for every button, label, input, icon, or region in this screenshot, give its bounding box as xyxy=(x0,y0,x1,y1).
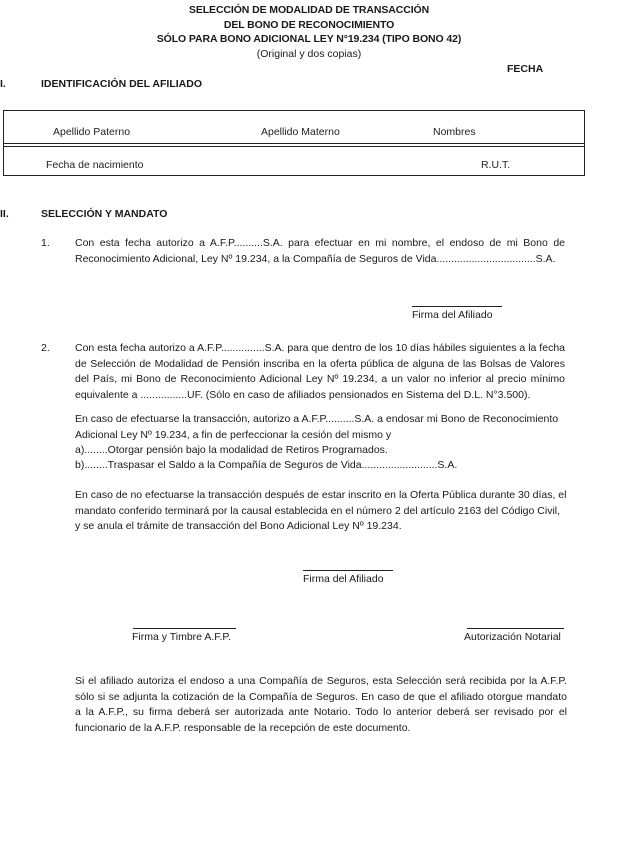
rut-field[interactable]: R.U.T. xyxy=(481,159,511,171)
option-a-retiros-programados: a)........Otorgar pensión bajo la modalidad de Retiros Programados. xyxy=(75,444,388,456)
affiliate-signature-label-2: Firma del Afiliado xyxy=(303,573,384,585)
title-line-2: DEL BONO DE RECONOCIMIENTO xyxy=(223,18,395,31)
section-2-number: II. xyxy=(0,208,9,220)
copies-subtitle: (Original y dos copias) xyxy=(256,47,362,60)
affiliate-signature-line-2[interactable] xyxy=(303,570,393,571)
affiliate-identification-table xyxy=(3,110,585,176)
item-1-number: 1. xyxy=(41,237,50,249)
item-1-text: Con esta fecha autorizo a A.F.P..........S.A. para efectuar en mi nombre, el endoso de mi Bono de Reconocimiento Adicional, Ley Nº 19.234, a la Compañía de Seguros de Vida..................................S.A. xyxy=(75,237,565,265)
date-label: FECHA xyxy=(507,63,544,75)
no-transaction-text: En caso de no efectuarse la transacción después de estar inscrito en la Oferta Pública durante 30 días, el mandato conferido terminará por la causal establecida en el número 2 del artículo 2163 del Código Civil, y se anula el trámite de transacción del Bono Adicional Ley Nº 19.234. xyxy=(75,489,567,532)
notary-signature-label: Autorización Notarial xyxy=(464,631,561,643)
section-1-title: IDENTIFICACIÓN DEL AFILIADO xyxy=(41,78,202,90)
section-2-title: SELECCIÓN Y MANDATO xyxy=(41,208,168,220)
apellido-paterno-field[interactable]: Apellido Paterno xyxy=(53,126,131,138)
apellido-materno-field[interactable]: Apellido Materno xyxy=(261,126,340,138)
option-b-traspasar-saldo: b)........Traspasar el Saldo a la Compañía de Seguros de Vida..........................S.A. xyxy=(75,459,458,471)
item-2-text: Con esta fecha autorizo a A.F.P...............S.A. para que dentro de los 10 días hábiles siguientes a la fecha de Selección de Modalidad de Pensión inscriba en la oferta pública de alguna de las Bolsas de Valores del País, mi Bono de Reconocimiento Adicional Ley Nº 19.234, a un valor no inferior al precio mínimo equivalente a ................UF. (Sólo en caso de afiliados pensionados en Sistema del D.L. N°3.500). xyxy=(75,342,565,401)
nombres-field[interactable]: Nombres xyxy=(433,126,476,138)
notary-signature-line[interactable] xyxy=(467,628,564,629)
afp-signature-label: Firma y Timbre A.F.P. xyxy=(132,631,231,643)
title-line-1: SELECCIÓN DE MODALIDAD DE TRANSACCIÓN xyxy=(188,4,430,16)
footer-note: Si el afiliado autoriza el endoso a una Compañía de Seguros, esta Selección será recibida por la A.F.P. sólo si se adjunta la cotización de la Compañía de Seguros. En caso de que el afiliado otorgue mandato a la A.F.P., su firma deberá ser autorizada ante Notario. Todo lo anterior deberá ser revisado por el funcionario de la A.F.P. responsable de la recepción de este documento. xyxy=(75,675,567,734)
affiliate-signature-line-1[interactable] xyxy=(412,306,502,307)
document-header xyxy=(0,3,626,61)
double-divider xyxy=(4,143,584,147)
section-1-number: I. xyxy=(0,78,6,90)
fecha-nacimiento-field[interactable]: Fecha de nacimiento xyxy=(46,159,144,171)
title-line-3: SÓLO PARA BONO ADICIONAL LEY N°19.234 (TIPO BONO 42) xyxy=(156,33,462,45)
transaction-authorization-text: En caso de efectuarse la transacción, autorizo a A.F.P..........S.A. a endosar mi Bono de Reconocimiento Adicional Ley Nº 19.234, a fin de perfeccionar la cesión del mismo y xyxy=(75,413,559,441)
afp-signature-line[interactable] xyxy=(133,628,236,629)
item-2-number: 2. xyxy=(41,342,50,354)
affiliate-signature-label-1: Firma del Afiliado xyxy=(412,309,493,321)
